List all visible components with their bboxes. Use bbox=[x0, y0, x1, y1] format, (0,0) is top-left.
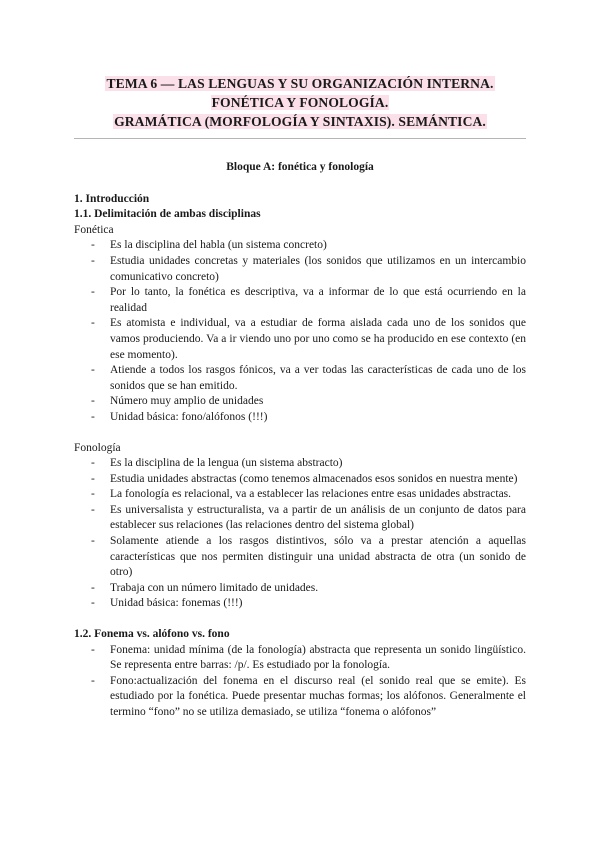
title-line-1: TEMA 6 — LAS LENGUAS Y SU ORGANIZACIÓN INTERNA. bbox=[106, 76, 494, 91]
subsection-heading: 1.1. Delimitación de ambas disciplinas bbox=[74, 208, 261, 221]
title-line-3: GRAMÁTICA (MORFOLOGÍA Y SINTAXIS). SEMÁNTICA. bbox=[114, 114, 486, 129]
fonetica-list bbox=[74, 238, 526, 425]
fonologia-list bbox=[74, 456, 526, 612]
title-line-2: FONÉTICA Y FONOLOGÍA. bbox=[211, 95, 389, 110]
bullet-dash: - bbox=[91, 643, 95, 656]
bullet-dash: - bbox=[91, 488, 95, 501]
bullet-dash: - bbox=[91, 674, 95, 687]
bullet-dash: - bbox=[91, 597, 95, 610]
bullet-dash: - bbox=[91, 472, 95, 485]
spacer bbox=[74, 426, 526, 441]
list-item: - Trabaja con un número limitado de unidades. bbox=[74, 581, 526, 597]
bullet-dash: - bbox=[91, 503, 95, 516]
bullet-dash: - bbox=[91, 535, 95, 548]
subsection-heading: 1.2. Fonema vs. alófono vs. fono bbox=[74, 628, 230, 641]
list-item: - Unidad básica: fono/alófonos (!!!) bbox=[74, 410, 526, 426]
list-item: - La fonología es relacional, va a establecer las relaciones entre esas unidades abstractas. bbox=[74, 487, 526, 503]
fonologia-label: Fonología bbox=[74, 441, 121, 454]
list-item: - Número muy amplio de unidades bbox=[74, 394, 526, 410]
list-item: - Estudia unidades concretas y materiales (los sonidos que utilizamos en un intercambio comunicativo concreto) bbox=[91, 254, 526, 283]
bullet-dash: - bbox=[91, 317, 95, 330]
list-item: - Es la disciplina de la lengua (un sistema abstracto) bbox=[74, 456, 526, 472]
list-item: - Fono:actualización del fonema en el discurso real (el sonido real que se emite). Es estudiado por la fonética. Puede presentar muchas formas; los alófonos. Generalmente el termino “fono” no se utiliza demasiado, se utiliza “fonema o alófonos” bbox=[91, 674, 526, 718]
bullet-dash: - bbox=[91, 395, 95, 408]
list-item: - Es atomista e individual, va a estudiar de forma aislada cada uno de los sonidos que vamos produciendo. Va a ir viendo uno por uno como se ha producido en ese contexto (en ese momento). bbox=[91, 317, 526, 361]
list-item: - Estudia unidades abstractas (como tenemos almacenados esos sonidos en nuestra mente) bbox=[74, 472, 526, 488]
definitions-list bbox=[74, 643, 526, 721]
bullet-dash: - bbox=[91, 581, 95, 594]
bullet-dash: - bbox=[91, 457, 95, 470]
list-item: - Es la disciplina del habla (un sistema concreto) bbox=[74, 238, 526, 254]
fonetica-label: Fonética bbox=[74, 223, 114, 236]
bullet-dash: - bbox=[91, 364, 95, 377]
bullet-dash: - bbox=[91, 239, 95, 252]
list-item: - Atiende a todos los rasgos fónicos, va a ver todas las características de cada uno de los sonidos que se han emitido. bbox=[91, 364, 526, 392]
bullet-dash: - bbox=[91, 254, 95, 267]
section-heading: 1. Introducción bbox=[74, 192, 150, 205]
horizontal-divider bbox=[74, 138, 526, 139]
list-item: - Fonema: unidad mínima (de la fonología) abstracta que representa un sonido lingüístico. Se representa entre barras: /p/. Es estudiado por la fonología. bbox=[91, 643, 526, 672]
spacer bbox=[74, 612, 526, 627]
bullet-dash: - bbox=[91, 410, 95, 423]
bullet-dash: - bbox=[91, 286, 95, 299]
list-item: - Unidad básica: fonemas (!!!) bbox=[74, 596, 526, 612]
list-item: - Por lo tanto, la fonética es descriptiva, va a informar de lo que está ocurriendo en la realidad bbox=[91, 286, 526, 314]
list-item: - Solamente atiende a los rasgos distintivos, sólo va a prestar atención a aquellas características que nos permiten distinguir una unidad abstracta de otra (un sonido de otro) bbox=[91, 535, 526, 579]
block-title: Bloque A: fonética y fonología bbox=[226, 161, 374, 173]
document-body bbox=[74, 160, 526, 721]
list-item: - Es universalista y estructuralista, va a partir de un análisis de un conjunto de datos para establecer sus relaciones (las relaciones dentro del sistema global) bbox=[91, 503, 526, 532]
document-title bbox=[0, 74, 600, 131]
